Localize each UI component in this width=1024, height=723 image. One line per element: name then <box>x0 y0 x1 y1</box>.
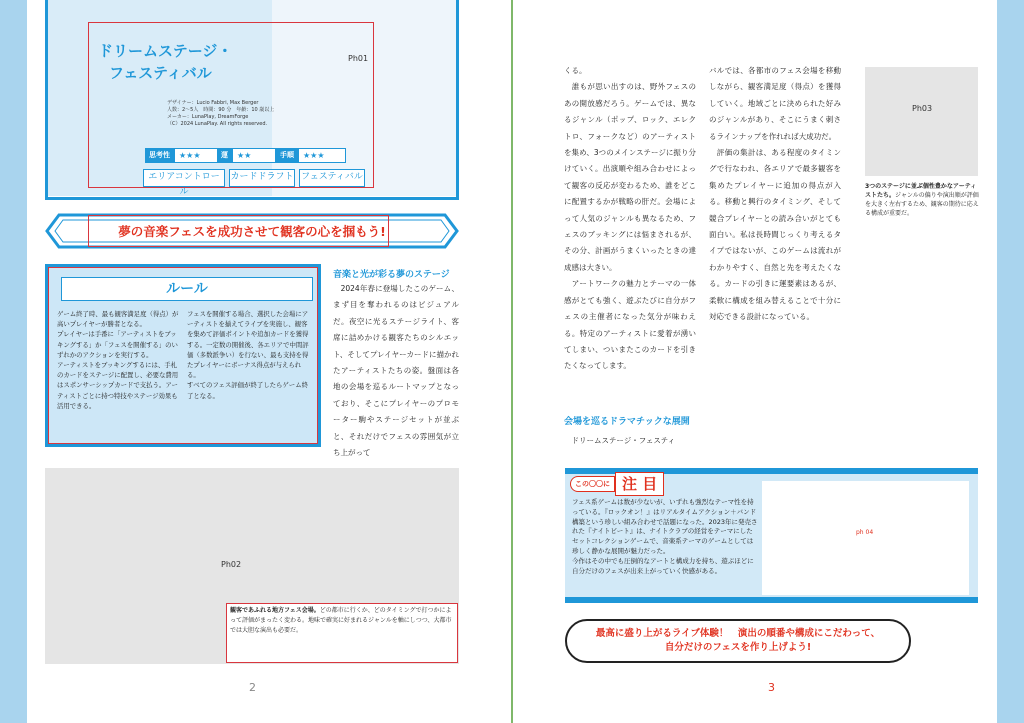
photo-label: ph 04 <box>856 529 874 536</box>
gutter-line <box>511 0 513 723</box>
page-number-left: 2 <box>249 681 256 694</box>
game-credits: デザイナー：Lucio Fabbri, Max Berger 人数：2〜5人 時間：90 分 年齢：10 歳以上 メーカー：LunaPlay, DreamForge （C）2024 LunaPlay. All rights reserved. <box>167 100 275 127</box>
tag-festival: フェスティバル <box>299 169 365 187</box>
article-column-1: 2024年春に登場したこのゲーム、まず目を奪われるのはビジュアルだ。夜空に光るステージライト、客席に詰めかける観客たちのシルエット、そしてプレイヤーカードに描かれたアーティストたちの姿。盤面は各地の会場を巡るルートマップとなっており、そこにプレイヤーのプロモーター駒やステージセットが並ぶと、それだけでフェスの雰囲気が立ち上がって <box>333 284 459 458</box>
article-column-2: くる。 誰もが思い出すのは、野外フェスのあの開放感だろう。ゲームでは、異なるジャンル（ポップ、ロック、エレクトロ、フォークなど）のアーティストを集め、3つのメインステージに振り分けていく。出演順や組み合わせによって観客の反応が変わるため、誰をどこに配置するかが戦略の肝だ。会場によって人気のジャンルも異なるため、フェスのブッキングには悩まされるが、その分、計画がうまくいったときの達成感は大きい。 アートワークの魅力とテーマの一体感がとても強く、遊ぶたびに自分がフェスの主催者になった気分が味わえる。特定のアーティストに愛着が湧いてしまい、ついまたこのカードを引きたくなってします。 <box>564 66 696 371</box>
caption-bold: 観客であふれる地方フェス会場。 <box>230 607 320 614</box>
closing-callout <box>565 619 911 663</box>
rating-stars: ★★★ <box>298 148 346 163</box>
focus-small-label: この〇〇に <box>570 476 615 492</box>
closing-line-1: 最高に盛り上がるライブ体験！ 演出の順番や構成にこだわって、 <box>595 628 881 639</box>
page-number-right: 3 <box>768 681 775 694</box>
rating-stars: ★★ <box>232 148 276 163</box>
tag-area-control: エリアコントロール <box>143 169 225 187</box>
caption-text: ジャンルの偏りや演出順が評価を大きく左右するため、観客の期待に応える構成が重要だ。 <box>865 192 979 217</box>
photo-label: Ph02 <box>221 560 242 569</box>
rules-column-1: ゲーム終了時、最も観客満足度（得点）が高いプレイヤーが勝者となる。 プレイヤーは手番に「アーティストをブッキングする」か「フェスを開催する」のいずれかのアクションを実行する。 アーティストをブッキングするには、手札のカードをステージに配置し、必要な費用はスポンサーシップカードで支払う。アーティストごとに持つ特技やステージ効果も活用できる。 <box>57 310 179 410</box>
focus-big-label: 注 目 <box>615 472 664 496</box>
tag-card-draft: カードドラフト <box>229 169 295 187</box>
rules-column-2: フェスを開催する場合、選択した会場にアーティストを揃えてライブを実施し、観客を集めて評価ポイントや追加カードを獲得する。一定数の開催後、各エリアで中間評価（多数派争い）を行ない、最も支持を得たプレイヤーにボーナス得点が与えられる。 すべてのフェス評価が終了したらゲーム終了となる。 <box>187 310 309 400</box>
photo-label: Ph03 <box>912 104 933 113</box>
photo-label: Ph01 <box>348 54 369 63</box>
focus-text: フェス系ゲームは数が少ないが、いずれも強烈なテーマ性を持っている。『ロックオン！』はリアルタイムアクション＋バンド構築という珍しい組み合わせで話題になった。2023年に発売された『ナイトビート』は、ナイトクラブの経営をテーマにしたセットコレクションゲームで、音楽系テーマのゲームとしては珍しく静かな展開が魅力だった。 今作はその中でも圧倒的なアートと構成力を持ち、遊ぶほどに自分だけのフェスが出来上がっていく快感がある。 <box>572 498 758 575</box>
rules-title: ルール <box>61 277 313 301</box>
guide-frame <box>226 603 458 663</box>
game-title <box>98 40 232 84</box>
caption-bold: 3つのステージに並ぶ個性豊かなアーティストたち。 <box>865 183 977 199</box>
guide-frame <box>48 267 318 444</box>
article-column-2-end: ドリームステージ・フェスティ <box>564 436 676 445</box>
section-heading-2: 会場を巡るドラマチックな展開 <box>564 417 690 427</box>
caption-text: どの都市に行くか、どのタイミングで打つかによって評価がまったく変わる。地味で確実に好まれるジャンルを軸にしつつ、大都市では大胆な演出も必要だ。 <box>230 607 452 634</box>
section-heading-1: 音楽と光が彩る夢のステージ <box>333 270 450 280</box>
rating-label: 運 <box>217 148 232 163</box>
headline-text: 夢の音楽フェスを成功させて観客の心を掴もう! <box>118 224 386 239</box>
guide-frame <box>88 215 389 247</box>
rating-thinking <box>145 148 218 163</box>
game-title-line1: ドリームステージ・ <box>98 42 233 60</box>
rating-luck <box>217 148 276 163</box>
rating-label: 思考性 <box>145 148 174 163</box>
game-title-line2: フェスティバル <box>109 64 212 82</box>
photo-03 <box>865 67 978 176</box>
article-column-3: バルでは、各都市のフェス会場を移動しながら、観客満足度（得点）を獲得していく。地域ごとに決められた好みのジャンルがあり、そこにうまく刺さるラインナップを作れれば大成功だ。 評価の集計は、ある程度のタイミングで行なわれ、各エリアで最多観客を集めたプレイヤーに追加の得点が入る。移動と興行のタイミング、そして競合プレイヤーとの読み合いがとても面白い。私は長時間じっくり考えるタイプではないが、このゲームは流れがわかりやすく、自然と先を考えたくなる。カードの引きに運要素はあるが、柔軟に構成を組み替えることで十分に対応できる設計になっている。 <box>709 66 841 322</box>
rating-label: 手順 <box>276 148 298 163</box>
photo-03-caption <box>865 182 979 218</box>
rating-stars: ★★★ <box>174 148 218 163</box>
closing-line-2: 自分だけのフェスを作り上げよう! <box>664 642 812 653</box>
focus-tag <box>570 472 664 496</box>
rating-procedure <box>276 148 346 163</box>
photo-04 <box>762 481 969 595</box>
